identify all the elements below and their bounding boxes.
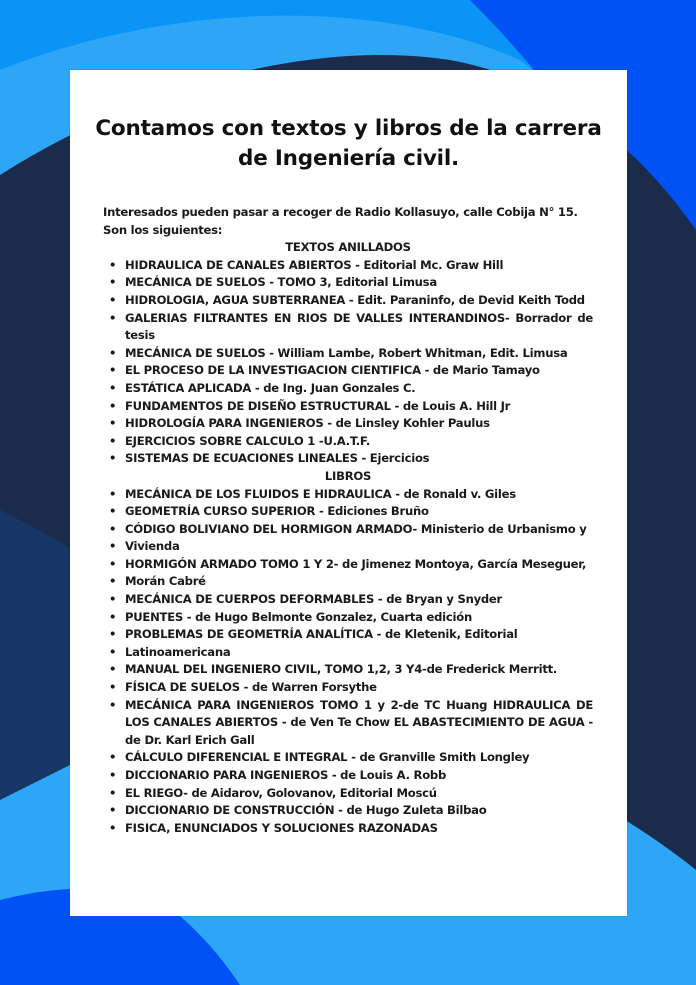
book-list	[103, 257, 593, 468]
list-item: • MECÁNICA DE LOS FLUIDOS E HIDRAULICA - de Ronald v. Giles	[125, 486, 593, 504]
list-item: • HIDROLOGÍA PARA INGENIEROS - de Linsley Kohler Paulus	[125, 415, 593, 433]
list-item: • FÍSICA DE SUELOS - de Warren Forsythe	[125, 679, 593, 697]
list-item: • EJERCICIOS SOBRE CALCULO 1 -U.A.T.F.	[125, 433, 593, 451]
list-item: • DICCIONARIO DE CONSTRUCCIÓN - de Hugo Zuleta Bilbao	[125, 802, 593, 820]
list-item: • ESTÁTICA APLICADA - de Ing. Juan Gonzales C.	[125, 380, 593, 398]
card-content	[103, 204, 593, 837]
list-item: • CÁLCULO DIFERENCIAL E INTEGRAL - de Granville Smith Longley	[125, 749, 593, 767]
list-item: • DICCIONARIO PARA INGENIEROS - de Louis A. Robb	[125, 767, 593, 785]
section-heading: LIBROS	[324, 468, 372, 483]
list-item: • PROBLEMAS DE GEOMETRÍA ANALÍTICA - de Kletenik, Editorial	[125, 626, 593, 644]
intro-line-2: Son los siguientes:	[103, 222, 223, 237]
list-item: • MECÁNICA DE SUELOS - TOMO 3, Editorial Limusa	[125, 274, 593, 292]
list-item: • Morán Cabré	[125, 573, 593, 591]
list-item: • MECÁNICA DE CUERPOS DEFORMABLES - de Bryan y Snyder	[125, 591, 593, 609]
list-item: • MECÁNICA PARA INGENIEROS TOMO 1 y 2-de TC Huang HIDRAULICA DE LOS CANALES ABIERTOS - de Ven Te Chow EL ABASTECIMIENTO DE AGUA - de Dr. Karl Erich Gall	[125, 697, 593, 750]
list-item: • MANUAL DEL INGENIERO CIVIL, TOMO 1,2, 3 Y4-de Frederick Merritt.	[125, 661, 593, 679]
info-card	[70, 70, 627, 916]
intro-line-1: Interesados pueden pasar a recoger de Radio Kollasuyo, calle Cobija N° 15.	[103, 205, 578, 219]
list-item: • SISTEMAS DE ECUACIONES LINEALES - Ejercicios	[125, 450, 593, 468]
section-heading: TEXTOS ANILLADOS	[285, 240, 411, 255]
list-item: • EL PROCESO DE LA INVESTIGACION CIENTIFICA - de Mario Tamayo	[125, 362, 593, 380]
page-title: Contamos con textos y libros de la carrera de Ingeniería civil.	[95, 116, 602, 171]
intro-text	[103, 204, 593, 239]
list-item: • HIDRAULICA DE CANALES ABIERTOS - Editorial Mc. Graw Hill	[125, 257, 593, 275]
list-item: • Latinoamericana	[125, 644, 593, 662]
list-item: • HIDROLOGIA, AGUA SUBTERRANEA - Edit. Paraninfo, de Devid Keith Todd	[125, 292, 593, 310]
book-sections	[103, 239, 593, 837]
list-item: • FUNDAMENTOS DE DISEÑO ESTRUCTURAL - de Louis A. Hill Jr	[125, 398, 593, 416]
list-item: • Vivienda	[125, 538, 593, 556]
list-item: • PUENTES - de Hugo Belmonte Gonzalez, Cuarta edición	[125, 609, 593, 627]
list-item: • EL RIEGO- de Aidarov, Golovanov, Editorial Moscú	[125, 785, 593, 803]
list-item: • FISICA, ENUNCIADOS Y SOLUCIONES RAZONADAS	[125, 820, 593, 838]
list-item: • GALERIAS FILTRANTES EN RIOS DE VALLES INTERANDINOS- Borrador de tesis	[125, 310, 593, 345]
list-item: • MECÁNICA DE SUELOS - William Lambe, Robert Whitman, Edit. Limusa	[125, 345, 593, 363]
list-item: • GEOMETRÍA CURSO SUPERIOR - Ediciones Bruño	[125, 503, 593, 521]
list-item: • HORMIGÓN ARMADO TOMO 1 Y 2- de Jimenez Montoya, García Meseguer,	[125, 556, 593, 574]
list-item: • CÓDIGO BOLIVIANO DEL HORMIGON ARMADO- Ministerio de Urbanismo y	[125, 521, 593, 539]
book-list	[103, 486, 593, 838]
